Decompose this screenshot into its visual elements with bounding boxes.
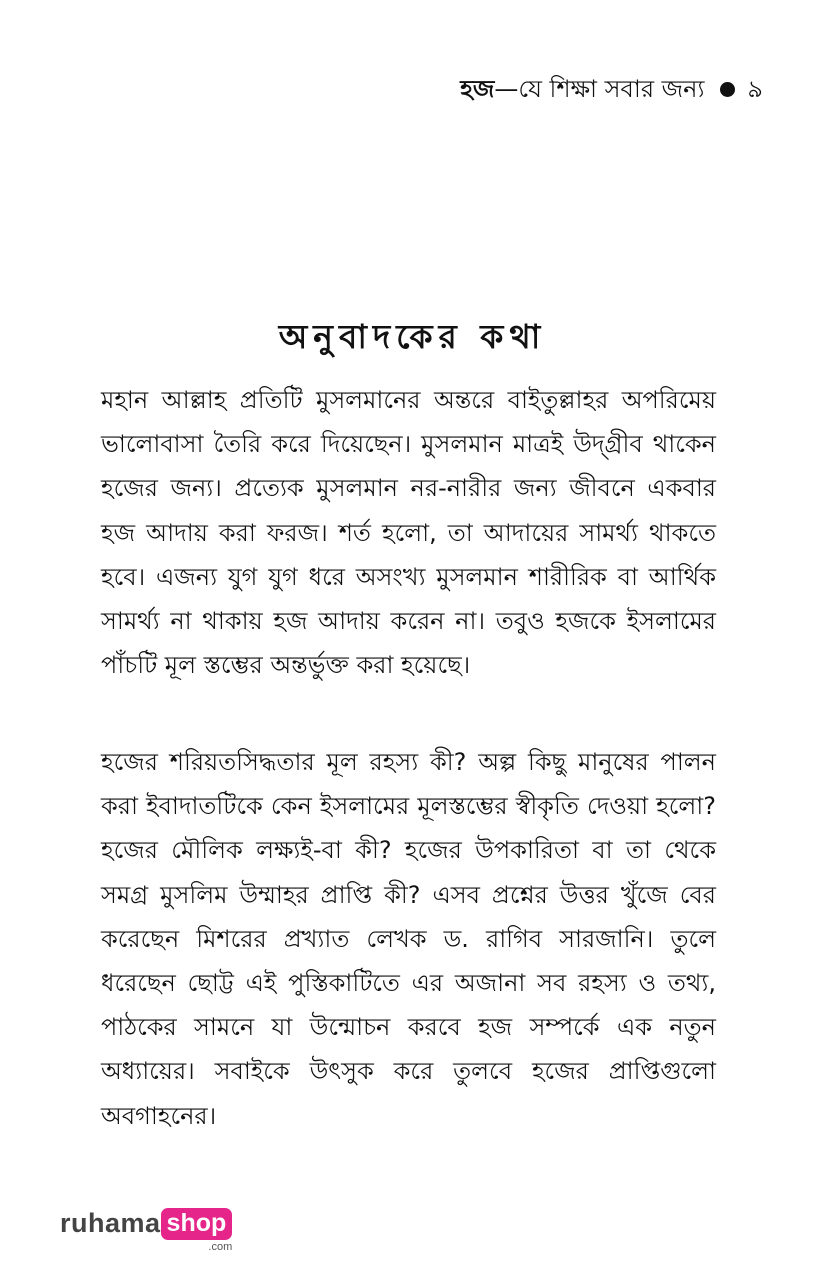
logo-shop-wrap xyxy=(161,1208,233,1254)
paragraph-2: হজের শরিয়তসিদ্ধতার মূল রহস্য কী? অল্প কিছু মানুষের পালন করা ইবাদাতটিকে কেন ইসলামের মূলস্তম্ভের স্বীকৃতি দেওয়া হলো? হজের মৌলিক লক্ষ্যই-বা কী? হজের উপকারিতা বা তা থেকে সমগ্র মুসলিম উম্মাহর প্রাপ্তি কী? এসব প্রশ্নের উত্তর খুঁজে বের করেছেন মিশরের প্রখ্যাত লেখক ড. রাগিব সারজানি। তুলে ধরেছেন ছোট্ট এই পুস্তিকাটিতে এর অজানা সব রহস্য ও তথ্য, পাঠকের সামনে যা উন্মোচন করবে হজ সম্পর্কে এক নতুন অধ্যায়ের। সবাইকে উৎসুক করে তুলবে হজের প্রাপ্তিগুলো অবগাহনের। xyxy=(101,748,716,1130)
running-header xyxy=(460,72,763,106)
publisher-logo xyxy=(60,1208,232,1254)
logo-shop-badge: shop xyxy=(161,1208,233,1240)
chapter-title: অনুবাদকের কথা xyxy=(278,317,547,356)
logo-domain: .com xyxy=(208,1241,233,1253)
logo-word: ruhama xyxy=(60,1208,161,1238)
page-number: ৯ xyxy=(747,75,763,103)
book-title-bold: হজ xyxy=(460,75,495,103)
bullet-icon xyxy=(720,82,735,97)
book-title-rest: —যে শিক্ষা সবার জন্য xyxy=(494,75,705,103)
paragraph-1: মহান আল্লাহ প্রতিটি মুসলমানের অন্তরে বাইতুল্লাহর অপরিমেয় ভালোবাসা তৈরি করে দিয়েছেন। মুসলমান মাত্রই উদ্‌গ্রীব থাকেন হজের জন্য। প্রত্যেক মুসলমান নর-নারীর জন্য জীবনে একবার হজ আদায় করা ফরজ। শর্ত হলো, তা আদায়ের সামর্থ্য থাকতে হবে। এজন্য যুগ যুগ ধরে অসংখ্য মুসলমান শারীরিক বা আর্থিক সামর্থ্য না থাকায় হজ আদায় করেন না। তবুও হজকে ইসলামের পাঁচটি মূল স্তম্ভের অন্তর্ভুক্ত করা হয়েছে। xyxy=(101,386,716,680)
